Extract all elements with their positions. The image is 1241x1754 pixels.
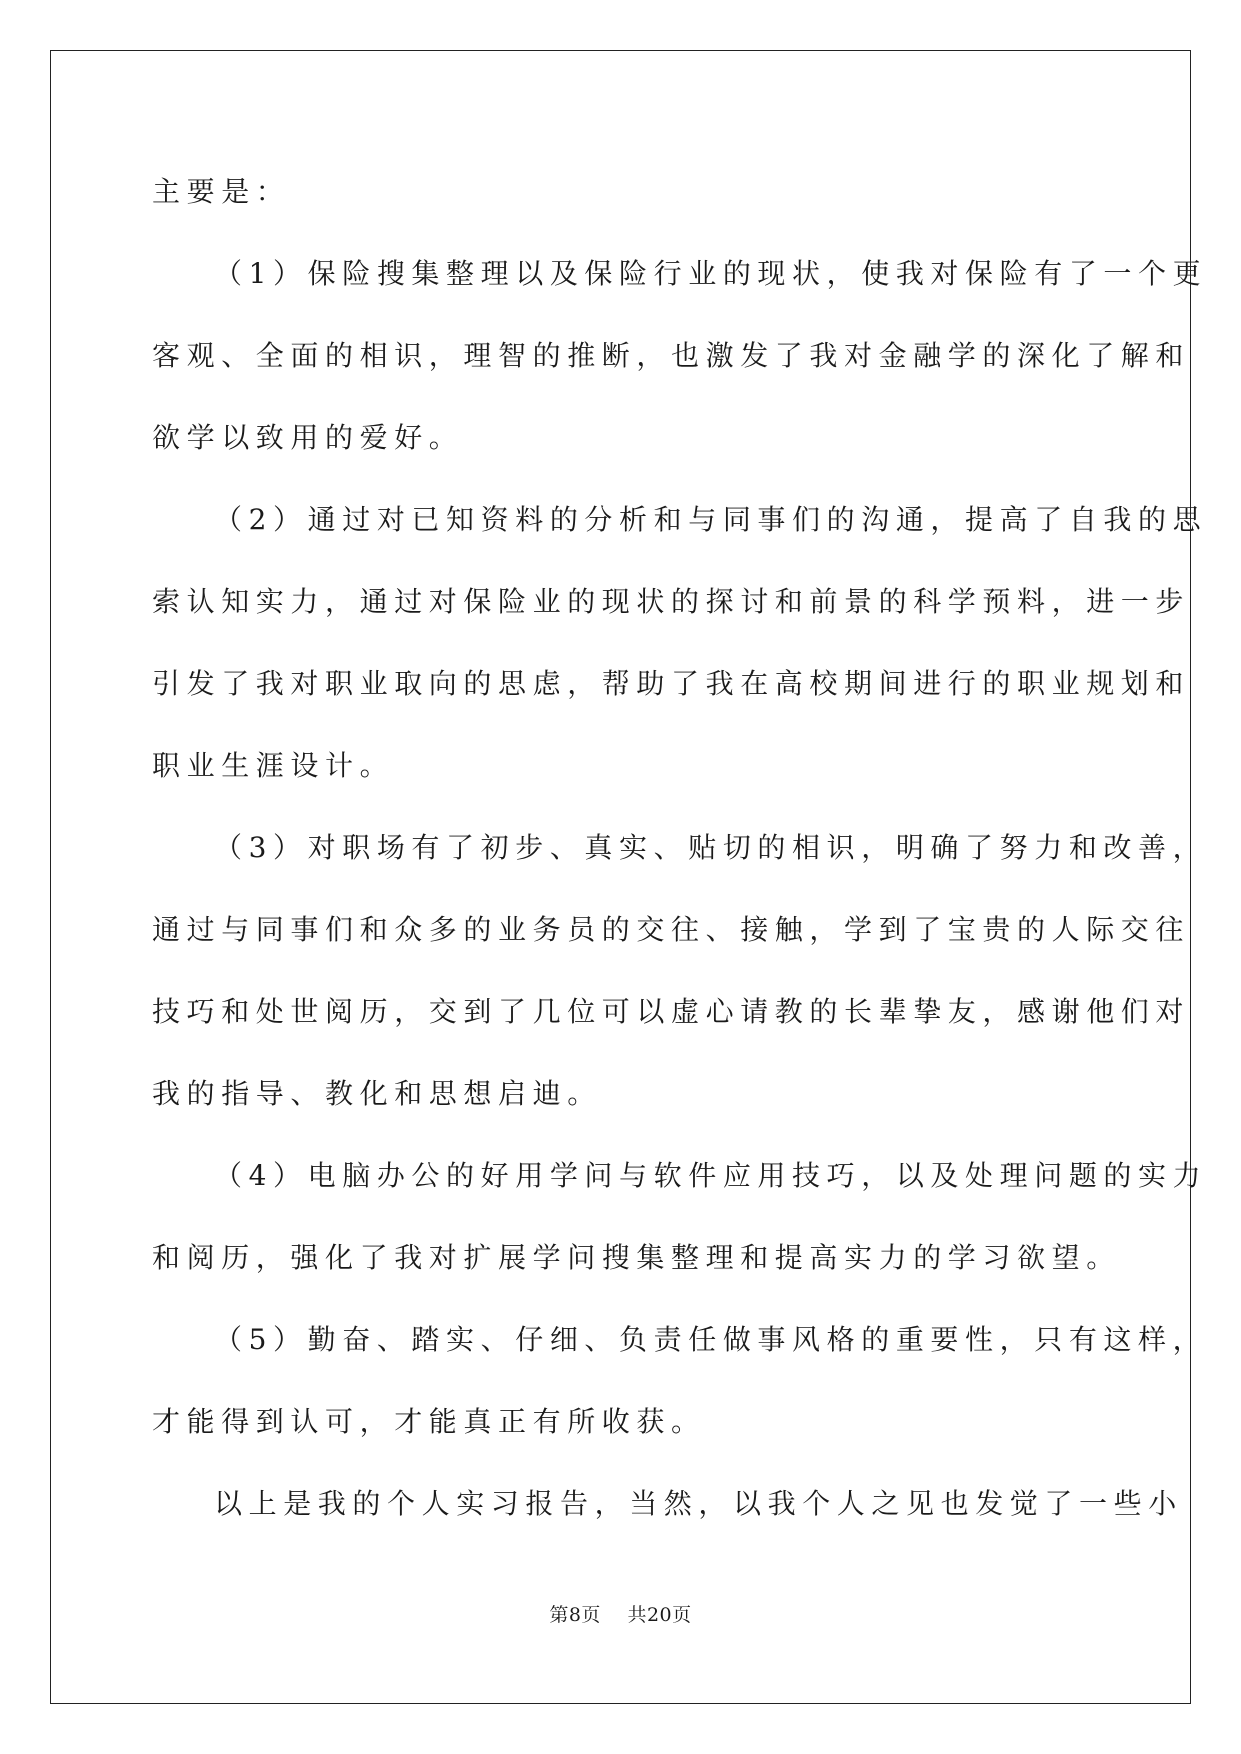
paragraph-3-line: 技巧和处世阅历，交到了几位可以虚心请教的长辈挚友，感谢他们对 (152, 995, 1191, 1028)
paragraph-4-line: （4）电脑办公的好用学问与软件应用技巧，以及处理问题的实力 (214, 1159, 1208, 1192)
paragraph-6-line: 以上是我的个人实习报告，当然，以我个人之见也发觉了一些小 (214, 1487, 1183, 1520)
paragraph-4-line: 和阅历，强化了我对扩展学问搜集整理和提高实力的学习欲望。 (152, 1241, 1121, 1274)
paragraph-1-line: 客观、全面的相识，理智的推断，也激发了我对金融学的深化了解和 (152, 339, 1191, 372)
page-border (50, 50, 1191, 1704)
text-line: 主要是： (152, 175, 291, 208)
paragraph-1-line: （1）保险搜集整理以及保险行业的现状，使我对保险有了一个更 (214, 257, 1208, 290)
paragraph-2-line: 职业生涯设计。 (152, 749, 395, 782)
page-total: 共20页 (627, 1604, 692, 1626)
paragraph-5-line: （5）勤奋、踏实、仔细、负责任做事风格的重要性，只有这样， (214, 1323, 1208, 1356)
page-number: 第8页 (549, 1604, 601, 1626)
page-footer (0, 1600, 1241, 1627)
paragraph-5-line: 才能得到认可，才能真正有所收获。 (152, 1405, 706, 1438)
paragraph-3-line: 通过与同事们和众多的业务员的交往、接触，学到了宝贵的人际交往 (152, 913, 1191, 946)
paragraph-2-line: 索认知实力，通过对保险业的现状的探讨和前景的科学预料，进一步 (152, 585, 1191, 618)
paragraph-2-line: （2）通过对已知资料的分析和与同事们的沟通，提高了自我的思 (214, 503, 1208, 536)
paragraph-3-line: （3）对职场有了初步、真实、贴切的相识，明确了努力和改善， (214, 831, 1208, 864)
paragraph-1-line: 欲学以致用的爱好。 (152, 421, 464, 454)
paragraph-3-line: 我的指导、教化和思想启迪。 (152, 1077, 602, 1110)
paragraph-2-line: 引发了我对职业取向的思虑，帮助了我在高校期间进行的职业规划和 (152, 667, 1191, 700)
